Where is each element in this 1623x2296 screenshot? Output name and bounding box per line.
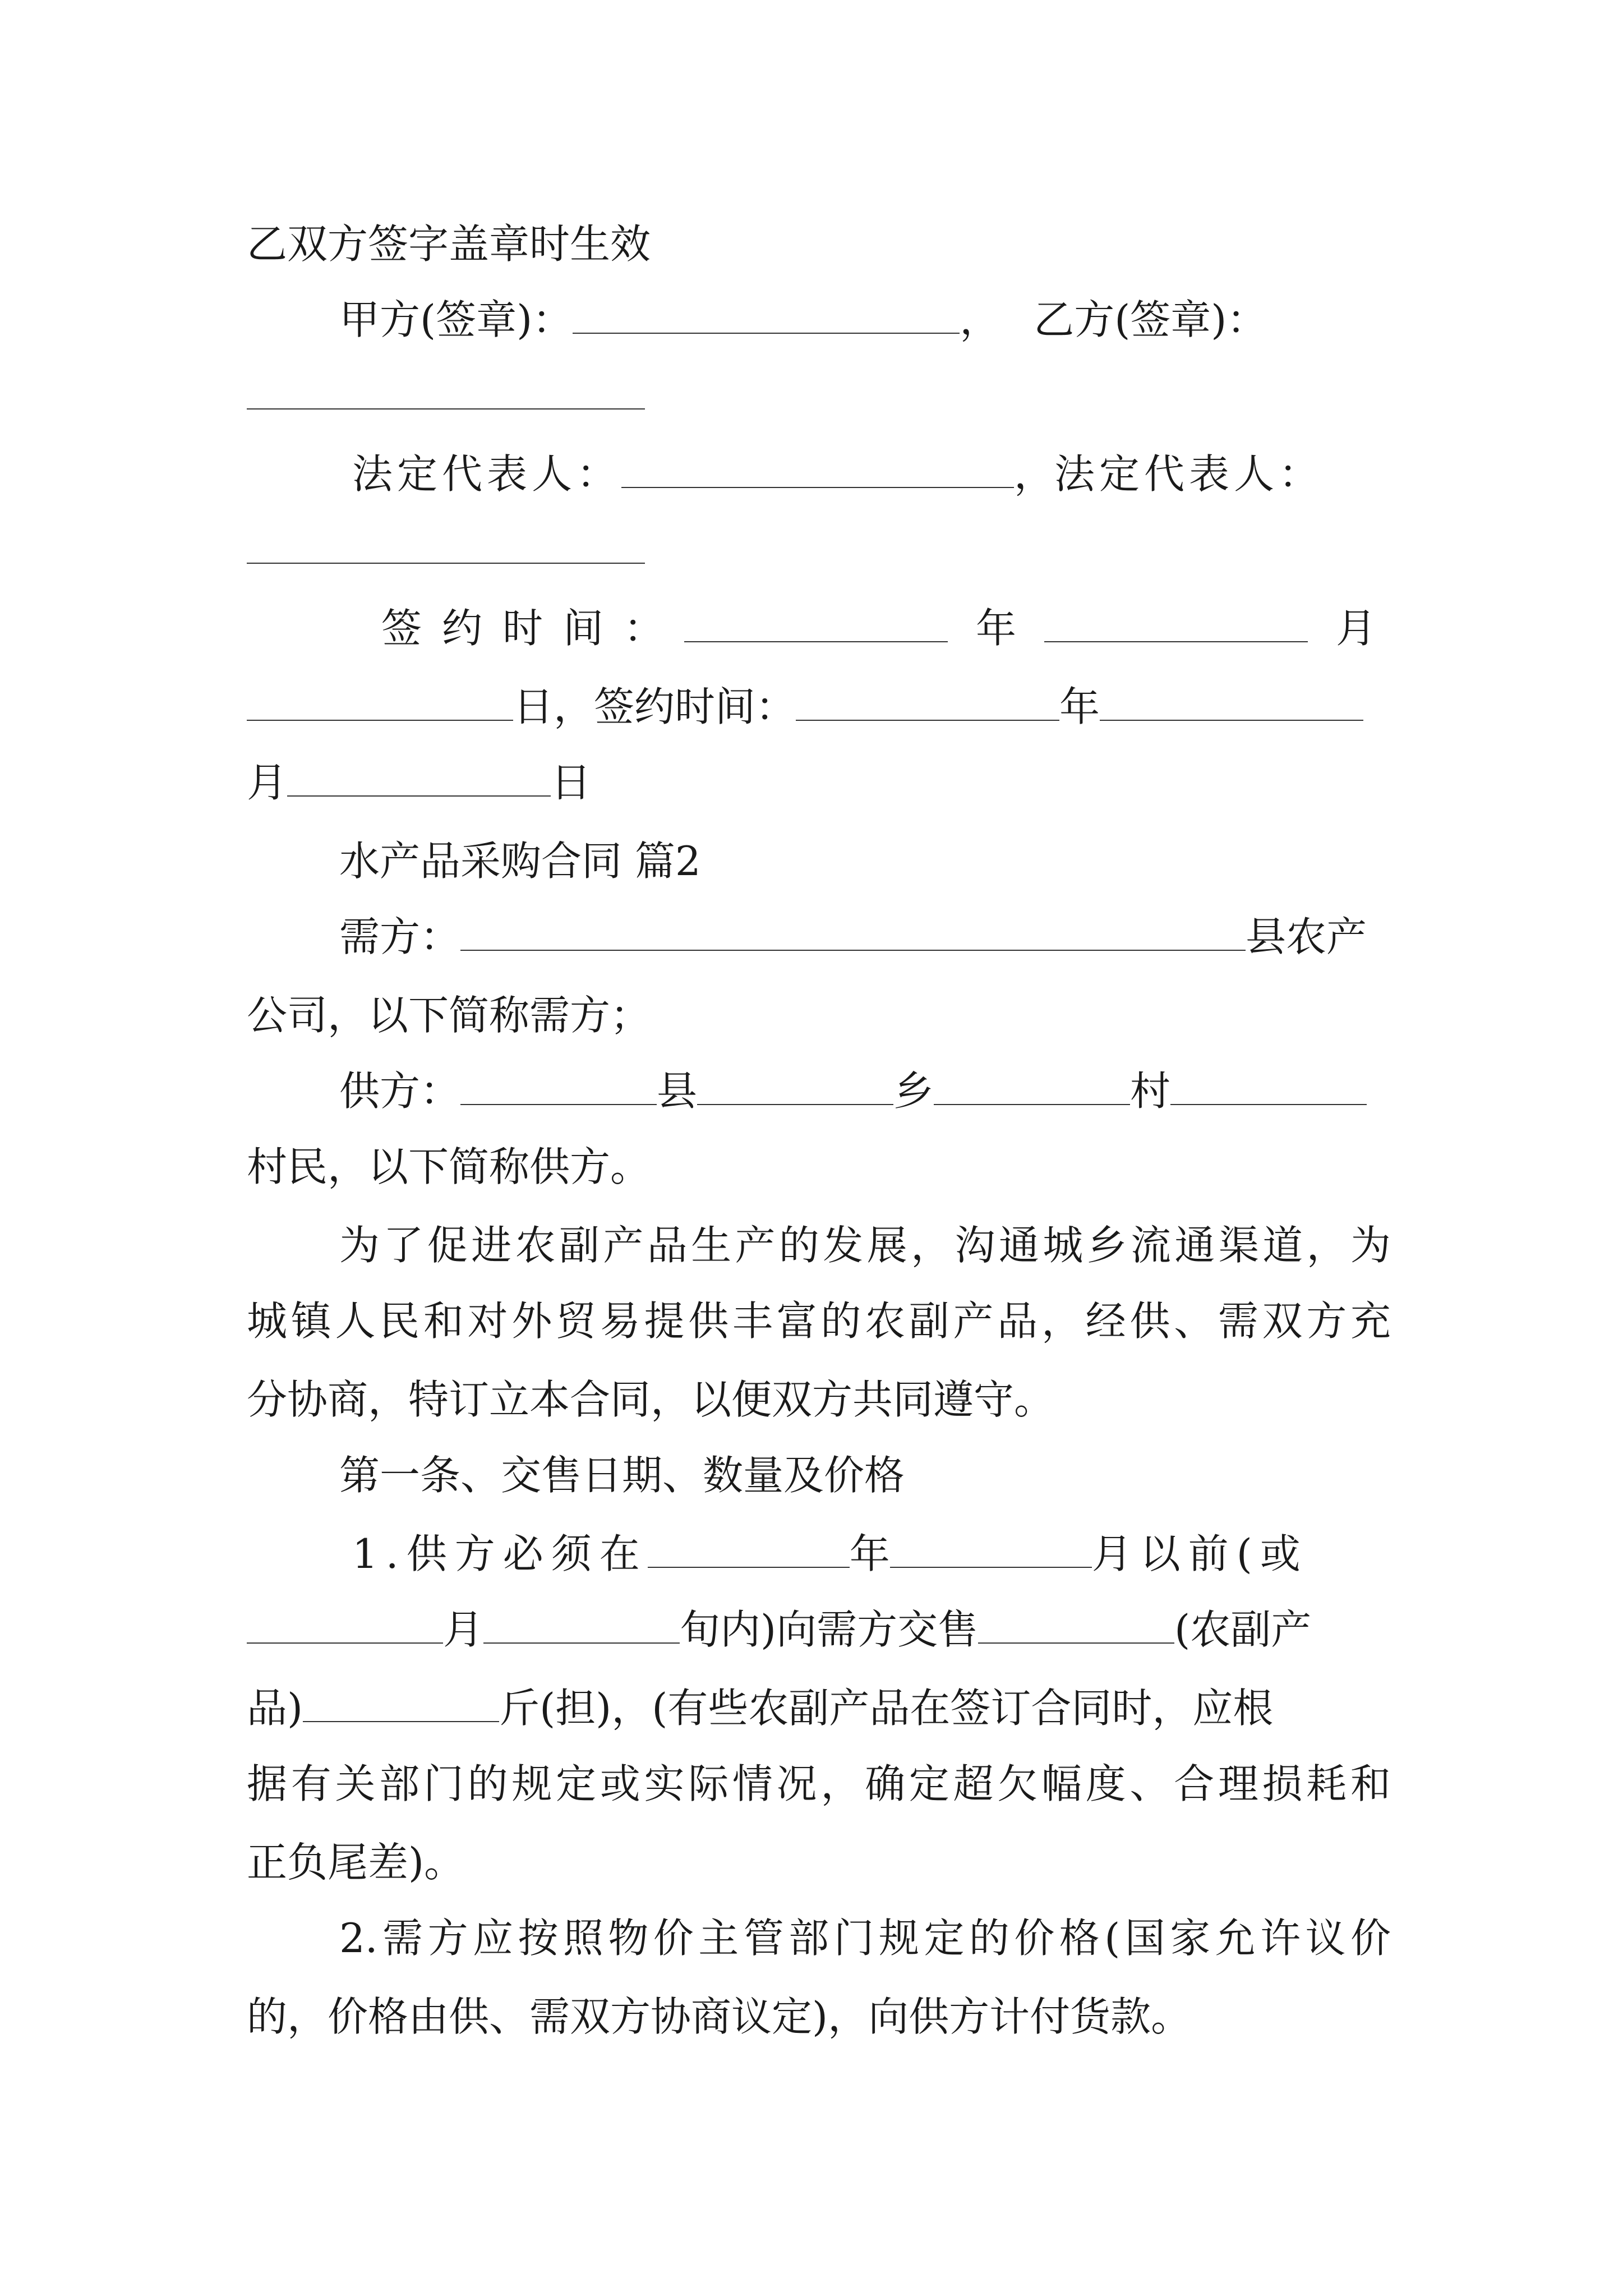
legal-rep-line xyxy=(352,446,1391,502)
sign-date-line xyxy=(247,679,1391,735)
blank-field xyxy=(573,328,960,334)
blank-field xyxy=(483,1638,680,1644)
comma: ， xyxy=(1014,450,1055,498)
blank-field xyxy=(1100,715,1363,721)
year-label: 年 xyxy=(1059,683,1100,730)
demand-party-line xyxy=(339,909,1391,965)
supply-label: 供方： xyxy=(339,1068,461,1115)
item-1-line xyxy=(247,1602,1391,1658)
item-1-line: 正负尾差)。 xyxy=(247,1839,465,1886)
blank-line xyxy=(247,522,1391,578)
month-label: 月 xyxy=(247,759,288,806)
blank-field xyxy=(247,404,645,409)
paragraph-line: 为了促进农副产品生产的发展，沟通城乡流通渠道，为 xyxy=(339,1222,1391,1269)
party-a-signature-line xyxy=(339,292,1391,348)
township-label: 乡 xyxy=(893,1068,934,1115)
item-text: 斤(担)，(有些农副产品在签订合同时，应根 xyxy=(499,1685,1274,1732)
day-label: 日 xyxy=(551,759,592,806)
date-label: 签约时间： xyxy=(381,605,685,652)
blank-field xyxy=(460,945,1246,951)
blank-field xyxy=(934,1099,1130,1105)
supply-party-line xyxy=(339,1063,1391,1119)
blank-field xyxy=(1170,1099,1367,1105)
year-label: 年 xyxy=(976,605,1017,652)
item-1-line: 据有关部门的规定或实际情况，确定超欠幅度、合理损耗和 xyxy=(247,1760,1391,1807)
village-label: 村 xyxy=(1130,1068,1171,1115)
date-label: 签约时间： xyxy=(594,683,796,730)
text-line: 村民，以下简称供方。 xyxy=(247,1143,651,1190)
demand-suffix: 县农产 xyxy=(1246,913,1367,960)
blank-field xyxy=(247,1638,443,1644)
text-line: 公司，以下简称需方； xyxy=(247,992,651,1039)
blank-field xyxy=(287,791,551,797)
party-b-label: 乙方(签章)： xyxy=(1034,296,1267,343)
party-a-label: 甲方(签章)： xyxy=(339,296,573,343)
text-line: 乙双方签字盖章时生效 xyxy=(247,220,651,268)
item-2-line: 的，价格由供、需双方协商议定)，向供方计付货款。 xyxy=(247,1993,1192,2040)
demand-label: 需方： xyxy=(339,913,461,960)
blank-field xyxy=(247,558,645,564)
blank-field xyxy=(621,482,1014,488)
month-label: 月 xyxy=(443,1606,484,1653)
blank-field xyxy=(890,1562,1092,1568)
paragraph-line: 分协商，特订立本合同，以便双方共同遵守。 xyxy=(247,1376,1055,1423)
item-text: 月以前(或 xyxy=(1091,1530,1308,1577)
blank-field xyxy=(1044,637,1308,642)
item-text: (农副产 xyxy=(1174,1606,1312,1653)
blank-field xyxy=(303,1717,499,1722)
county-label: 县 xyxy=(657,1068,698,1115)
day-label: 日， xyxy=(513,683,594,730)
sign-date-line xyxy=(247,754,1391,811)
blank-line xyxy=(247,367,1391,424)
blank-field xyxy=(978,1638,1174,1644)
item-1-line xyxy=(247,1680,1391,1736)
article-heading: 第一条、交售日期、数量及价格 xyxy=(339,1452,905,1499)
year-label: 年 xyxy=(849,1530,890,1577)
section-heading: 水产品采购合同 篇2 xyxy=(339,838,701,885)
item-2-line: 2.需方应按照物价主管部门规定的价格(国家允许议价 xyxy=(339,1915,1391,1962)
item-1-line xyxy=(352,1526,1391,1582)
item-text: 1.供方必须在 xyxy=(352,1530,648,1577)
item-text: 品) xyxy=(247,1685,303,1732)
blank-field xyxy=(247,715,513,721)
blank-field xyxy=(697,1099,893,1105)
month-label: 月 xyxy=(1336,605,1377,652)
rep-a-label: 法定代表人： xyxy=(352,450,622,498)
rep-b-label: 法定代表人： xyxy=(1054,450,1324,498)
blank-field xyxy=(460,1099,657,1105)
blank-field xyxy=(648,1562,850,1568)
paragraph-line: 城镇人民和对外贸易提供丰富的农副产品，经供、需双方充 xyxy=(247,1297,1391,1345)
sign-date-line xyxy=(381,600,1391,656)
item-text: 旬内)向需方交售 xyxy=(680,1606,979,1653)
blank-field xyxy=(796,715,1059,721)
comma: ， xyxy=(960,296,1000,343)
blank-field xyxy=(684,637,948,642)
